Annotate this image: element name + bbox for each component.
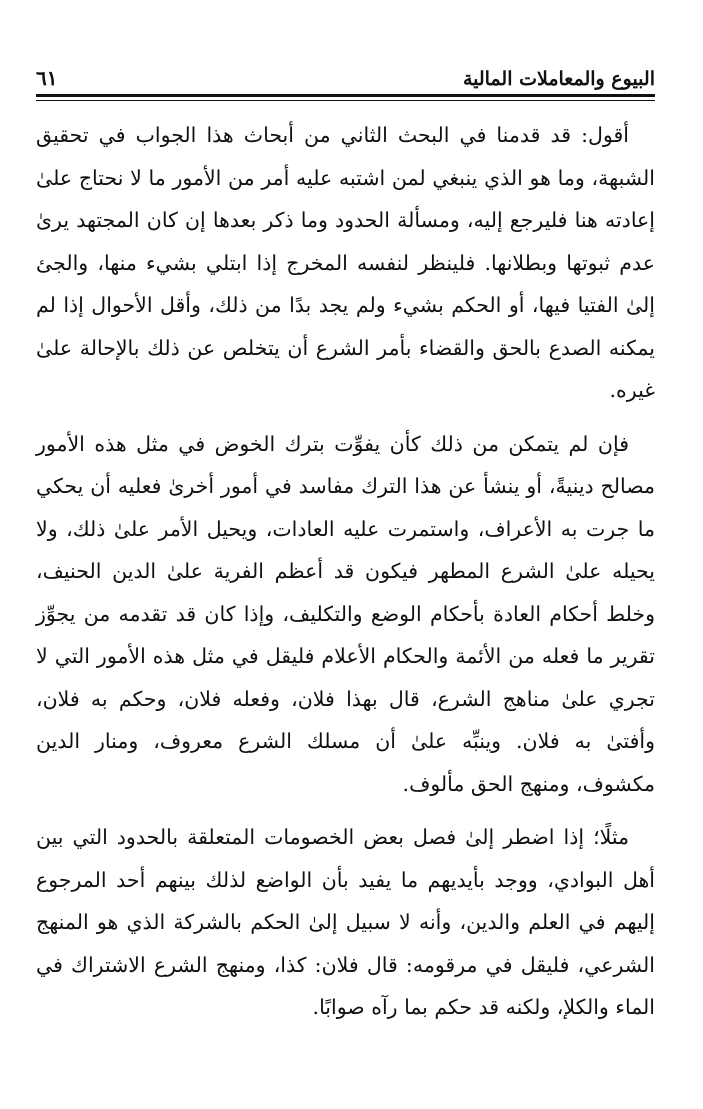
header-rule-thin xyxy=(36,100,655,101)
header-rule-thick xyxy=(36,94,655,97)
paragraph-2: فإن لم يتمكن من ذلك كأن يفوِّت بترك الخوض في مثل هذه الأمور مصالح دينيةً، أو ينشأ عن هذا الترك مفاسد في أمور أخرىٰ فعليه أن يحكي ما جرت به الأعراف، واستمرت عليه العادات، ويحيل الأمر علىٰ ذلك، ولا يحيله علىٰ الشرع المطهر فيكون قد أعظم الفرية علىٰ الدين الحنيف، وخلط أحكام العادة بأحكام الوضع والتكليف، وإذا كان قد تقدمه من يجوِّز تقرير ما فعله من الأئمة والحكام الأعلام فليقل في مثل هذه الأمور التي لا تجري علىٰ مناهج الشرع، قال بهذا فلان، وفعله فلان، وحكم به فلان، وأفتىٰ به فلان. وينبِّه علىٰ أن مسلك الشرع معروف، ومنار الدين مكشوف، ومنهج الحق مألوف. xyxy=(36,431,655,796)
header-title: البيوع والمعاملات المالية xyxy=(462,68,655,90)
page-number: ٦١ xyxy=(36,66,58,90)
body-text xyxy=(36,114,655,1040)
running-header xyxy=(36,56,655,90)
paragraph-3: مثلًا؛ إذا اضطر إلىٰ فصل بعض الخصومات المتعلقة بالحدود التي بين أهل البوادي، ووجد بأيديهم ما يفيد بأن الواضع لذلك بينهم أحد المرجوع إليهم في العلم والدين، وأنه لا سبيل إلىٰ الحكم بالشركة الذي هو المنهج الشرعي، فليقل في مرقومه: قال فلان: كذا، ومنهج الشرع الاشتراك في الماء والكلإ، ولكنه قد حكم بما رآه صوابًا. xyxy=(36,825,655,1019)
paragraph-1: أقول: قد قدمنا في البحث الثاني من أبحاث هذا الجواب في تحقيق الشبهة، وما هو الذي ينبغي لمن اشتبه عليه أمر من الأمور ما لا نحتاج علىٰ إعادته هنا فليرجع إليه، ومسألة الحدود وما ذكر بعدها إن كان المجتهد يرىٰ عدم ثبوتها وبطلانها. فلينظر لنفسه المخرج إذا ابتلي بشيء منها، والجئ إلىٰ الفتيا فيها، أو الحكم بشيء ولم يجد بدًا من ذلك، وأقل الأحوال إذا لم يمكنه الصدع بالحق والقضاء بأمر الشرع أن يتخلص عن ذلك بالإحالة علىٰ غيره. xyxy=(36,123,655,402)
